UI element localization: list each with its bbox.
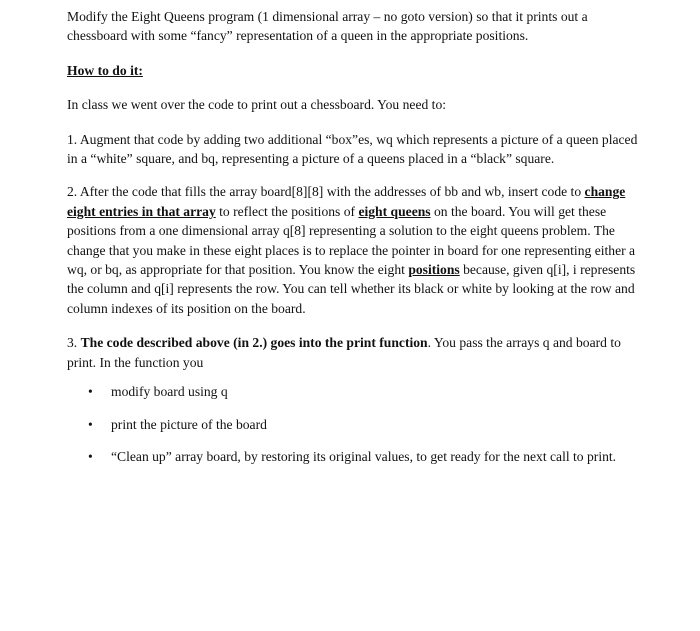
bullet-list [67,382,647,466]
document-page [67,7,647,479]
in-class-paragraph: In class we went over the code to print out a chessboard. You need to: [67,97,447,113]
bullet-text: modify board using q [111,384,228,400]
list-item [67,447,647,466]
list-item [67,415,647,434]
bullet-text: print the picture of the board [111,416,267,432]
step-3-rest-text: . You pass the arrays q and board to print. In the function you [67,335,621,370]
step-2-emphasis-positions: positions [408,262,460,278]
step-3-paragraph [67,333,647,372]
step-2-text-3: on the board. You will get these positions from a one dimensional array q[8] representing a solution to the eight queens problem. The change that you make in these eight places is to replace the pointer in board for one representing either a wq, or bq, as appropriate for that position. You know the eight [67,203,636,278]
step-2-text-1: 2. After the code that fills the array board[8][8] with the addresses of bb and wb, insert code to [67,184,585,200]
bullet-icon: • [88,416,93,432]
step-2-emphasis-eight-queens: eight queens [358,203,431,219]
bullet-icon: • [88,384,93,400]
step-1-paragraph: 1. Augment that code by adding two additional “box”es, wq which represents a picture of a queen placed in a “white” square, and bq, representing a picture of a queens placed in a “black” square. [67,131,638,167]
step-2-emphasis-change-entries: change eight entries in that array [67,184,626,219]
step-2-paragraph [67,182,647,318]
bullet-icon: • [88,448,93,464]
step-3-number: 3. [67,335,81,351]
how-to-heading: How to do it: [67,62,143,78]
step-2-text-4: because, given q[i], i represents the column and q[i] represents the row. You can tell whether its black or white by looking at the row and column indexes of its position on the board. [67,262,636,316]
bullet-text: “Clean up” array board, by restoring its original values, to get ready for the next call to print. [111,448,617,464]
list-item [67,382,647,401]
step-3-bold-text: The code described above (in 2.) goes into the print function [80,335,428,351]
intro-paragraph: Modify the Eight Queens program (1 dimensional array – no goto version) so that it prints out a chessboard with some “fancy” representation of a queen in the appropriate positions. [67,9,588,44]
step-2-text-2: to reflect the positions of [215,203,359,219]
